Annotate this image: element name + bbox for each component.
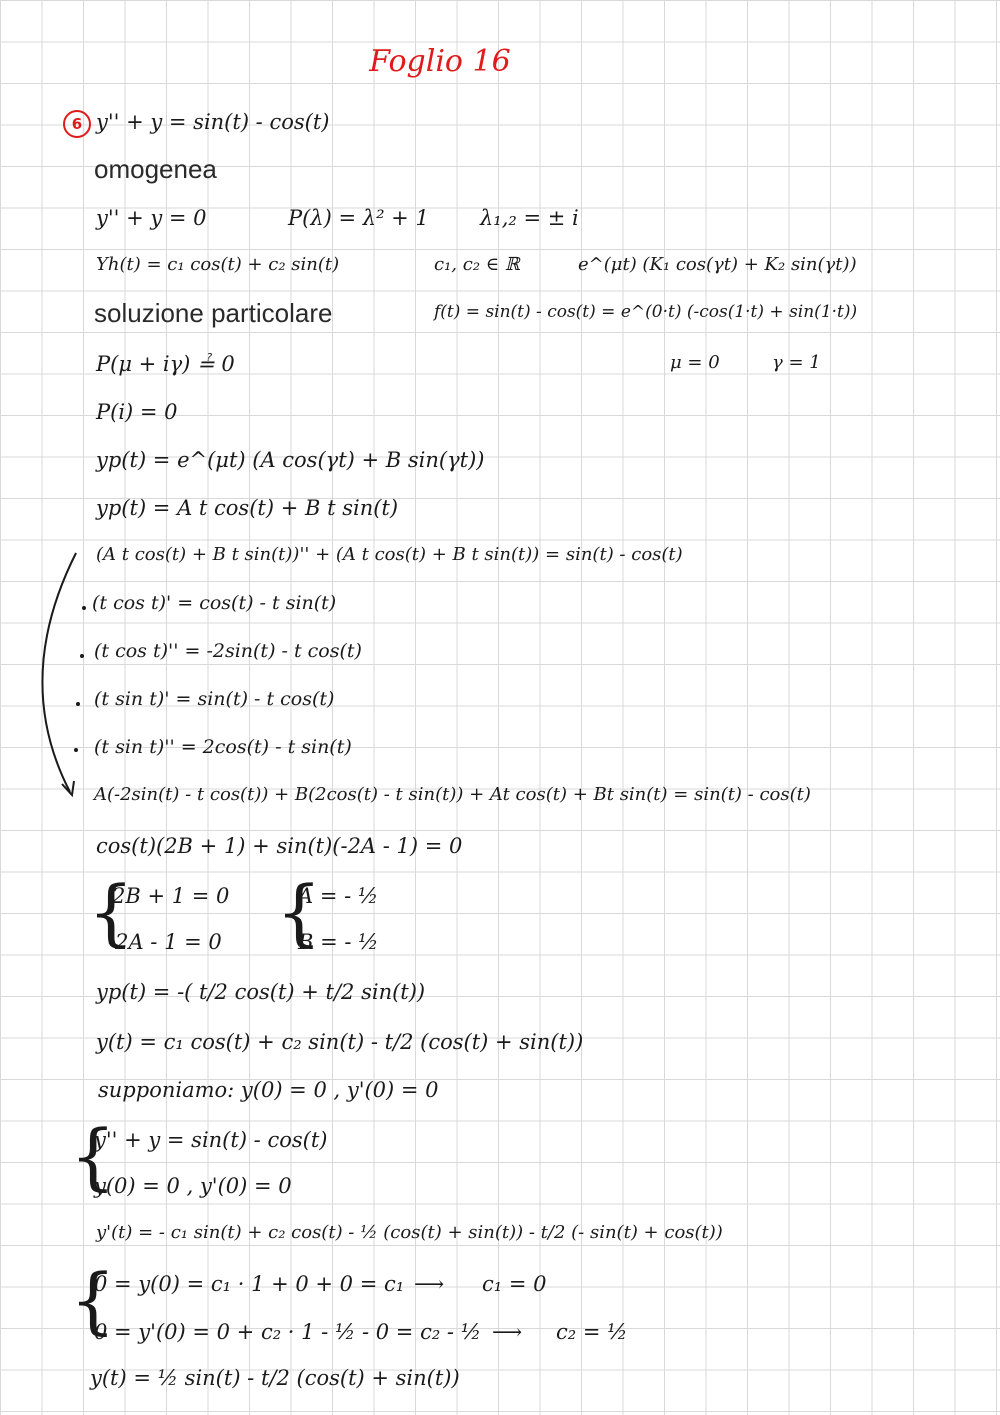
equation-line: c₁, c₂ ∈ ℝ — [434, 254, 520, 275]
equation-line: P(λ) = λ² + 1 — [288, 206, 429, 230]
system-brace: { — [70, 1114, 116, 1198]
section-label-omogenea: omogenea — [94, 154, 217, 184]
equation-line: y'' + y = sin(t) - cos(t) — [96, 110, 330, 134]
arrow-right-icon: ⟶ — [414, 1272, 445, 1296]
equation-line: P(i) = 0 — [96, 400, 178, 424]
equation-line: yp(t) = e^(μt) (A cos(γt) + B sin(γt)) — [96, 448, 485, 472]
equation-line: γ = 1 — [772, 352, 821, 373]
equation-line: y'(t) = - c₁ sin(t) + c₂ cos(t) - ½ (cos(t) + sin(t)) - t/2 (- sin(t) + cos(t)) — [96, 1222, 723, 1243]
section-label-particolare: soluzione particolare — [94, 298, 333, 328]
equation-line: cos(t)(2B + 1) + sin(t)(-2A - 1) = 0 — [96, 834, 463, 858]
equation-line: λ₁,₂ = ± i — [480, 206, 579, 230]
equation-line: c₁ = 0 — [482, 1272, 547, 1296]
equation-line: y(0) = 0 , y'(0) = 0 — [94, 1174, 292, 1198]
system-brace: { — [70, 1258, 116, 1342]
equation-line: e^(μt) (K₁ cos(γt) + K₂ sin(γt)) — [578, 254, 857, 275]
system-brace: { — [88, 870, 134, 954]
equation-line: f(t) = sin(t) - cos(t) = e^(0·t) (-cos(1·t) + sin(1·t)) — [434, 302, 858, 322]
equation-line: 0 = y'(0) = 0 + c₂ · 1 - ½ - 0 = c₂ - ½ — [94, 1320, 482, 1344]
derivative-line: (t cos t)' = cos(t) - t sin(t) — [92, 592, 337, 614]
equation-line: P(μ + iγ) ≟ 0 — [96, 352, 235, 376]
system-brace: { — [276, 870, 322, 954]
page-title: Foglio 16 — [369, 44, 511, 79]
arrow-right-icon: ⟶ — [492, 1320, 523, 1344]
final-solution: y(t) = ½ sin(t) - t/2 (cos(t) + sin(t)) — [90, 1366, 460, 1390]
equation-line: A = - ½ — [298, 884, 379, 908]
equation-line: y'' + y = 0 — [96, 206, 207, 230]
equation-line: c₂ = ½ — [556, 1320, 628, 1344]
derivative-line: (t sin t)'' = 2cos(t) - t sin(t) — [94, 736, 352, 758]
equation-line: Yh(t) = c₁ cos(t) + c₂ sin(t) — [96, 254, 340, 275]
equation-line: A(-2sin(t) - t cos(t)) + B(2cos(t) - t sin(t)) + At cos(t) + Bt sin(t) = sin(t) - cos(t) — [94, 784, 811, 805]
derivative-line: (t sin t)' = sin(t) - t cos(t) — [94, 688, 335, 710]
equation-line: 2B + 1 = 0 — [112, 884, 230, 908]
exercise-number: 6 — [63, 110, 91, 138]
equation-line: y(t) = c₁ cos(t) + c₂ sin(t) - t/2 (cos(t) + sin(t)) — [96, 1030, 584, 1054]
derivative-line: (t cos t)'' = -2sin(t) - t cos(t) — [94, 640, 362, 662]
equation-line: 0 = y(0) = c₁ · 1 + 0 + 0 = c₁ — [94, 1272, 405, 1296]
equation-line: yp(t) = A t cos(t) + B t sin(t) — [96, 496, 399, 520]
equation-line: μ = 0 — [670, 352, 720, 373]
equation-line: y'' + y = sin(t) - cos(t) — [94, 1128, 328, 1152]
equation-line: B = - ½ — [298, 930, 379, 954]
equation-line: -2A - 1 = 0 — [108, 930, 222, 954]
equation-line: supponiamo: y(0) = 0 , y'(0) = 0 — [98, 1078, 439, 1102]
equation-line: yp(t) = -( t/2 cos(t) + t/2 sin(t)) — [96, 980, 426, 1004]
equation-line: (A t cos(t) + B t sin(t))'' + (A t cos(t) + B t sin(t)) = sin(t) - cos(t) — [96, 544, 683, 565]
